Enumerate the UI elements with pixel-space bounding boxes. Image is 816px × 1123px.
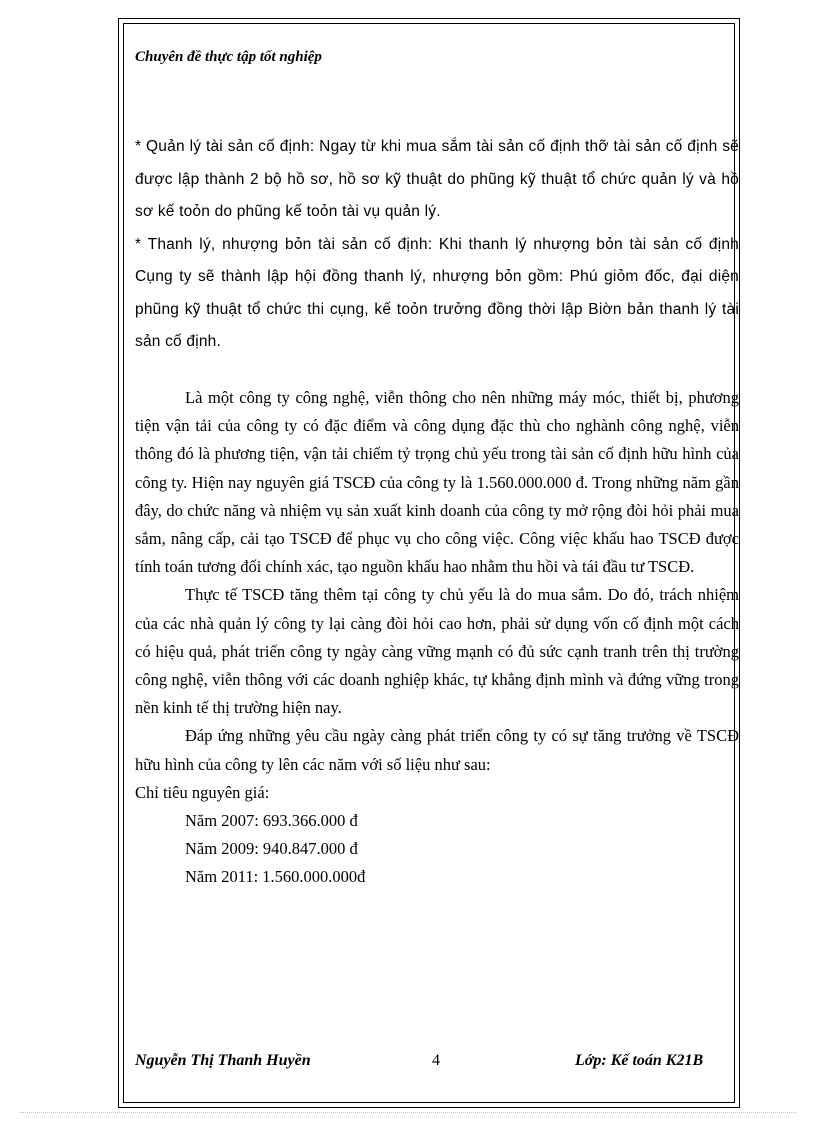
main-body [135, 384, 739, 892]
footer-page-number: 4 [432, 1052, 440, 1069]
cost-item-2009: Năm 2009: 940.847.000 đ [185, 839, 358, 859]
cost-item-2011: Năm 2011: 1.560.000.000đ [185, 867, 366, 887]
footer-class: Lớp: Kế toán K21B [575, 1052, 704, 1069]
footer-author: Nguyễn Thị Thanh Huyền [135, 1052, 311, 1069]
company-overview-paragraph: Là một công ty công nghệ, viễn thông cho nên những máy móc, thiết bị, phương tiện vận tải của công ty có đặc điểm và công dụng đặc thù cho nghành công nghệ, viễn thông đó là phương tiện, vận tải chiếm tỷ trọng chủ yếu trong tài sản cố định hữu hình của công ty. Hiện nay nguyên giá TSCĐ của công ty là 1.560.000.000 đ. Trong những năm gần đây, do chức năng và nhiệm vụ sản xuất kinh doanh của công ty mở rộng đòi hỏi phải mua sắm, nâng cấp, cải tạo TSCĐ để phục vụ cho công việc. Công việc khấu hao TSCĐ được tính toán tương đối chính xác, tạo nguồn khấu hao nhằm thu hồi và tái đầu tư TSCĐ. [135, 388, 739, 577]
asset-management-paragraph: * Quản lý tài sản cố định: Ngay từ khi mua sắm tài sản cố định thỡ tài sản cố định sẽ được lập thành 2 bộ hồ sơ, hồ sơ kỹ thuật do phũng kỹ thuật tổ chức quản lý và hồ sơ kế toỏn do phũng kế toỏn tài vụ quản lý. [135, 138, 739, 220]
growth-paragraph: Đáp ứng những yêu cầu ngày càng phát triển công ty có sự tăng trưởng về TSCĐ hữu hình của công ty lên các năm với số liệu như sau: [135, 726, 739, 774]
asset-management-section [135, 131, 739, 359]
asset-increase-paragraph: Thực tế TSCĐ tăng thêm tại công ty chủ yếu là do mua sắm. Do đó, trách nhiệm của các nhà quản lý công ty lại càng đòi hỏi cao hơn, phải sử dụng vốn cố định một cách có hiệu quả, phát triển công ty ngày càng vững mạnh có đủ sức cạnh tranh trên thị trường công nghệ, viễn thông với các doanh nghiệp khác, tự khẳng định mình và đứng vững trong nền kinh tế thị trường hiện nay. [135, 585, 739, 718]
cost-list [135, 807, 739, 892]
cost-item-2007: Năm 2007: 693.366.000 đ [185, 811, 358, 831]
page-bottom-divider [20, 1112, 796, 1113]
cost-label: Chỉ tiêu nguyên giá: [135, 782, 270, 802]
page-header: Chuyên đề thực tập tốt nghiệp [135, 49, 322, 65]
asset-liquidation-paragraph: * Thanh lý, nhượng bỏn tài sản cố định: Khi thanh lý nhượng bỏn tài sản cố định Cụng ty sẽ thành lập hội đồng thanh lý, nhượng bỏn gồm: Phú giỏm đốc, đại diện phũng kỹ thuật tổ chức thi cụng, kế toỏn trưởng đồng thời lập Biờn bản thanh lý tài sản cố định. [135, 235, 739, 350]
